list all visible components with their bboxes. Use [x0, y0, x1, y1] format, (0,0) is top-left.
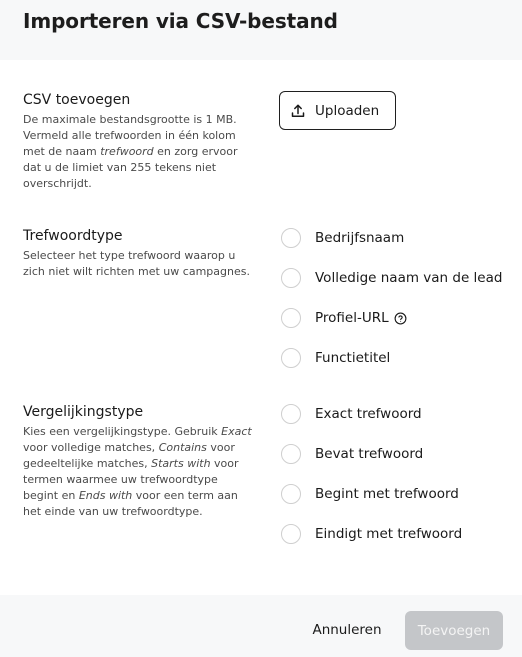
radio-option-profile-url[interactable] — [281, 298, 502, 338]
cancel-button[interactable]: Annuleren — [303, 611, 391, 649]
radio-option-contains[interactable] — [281, 434, 462, 474]
match-type-description — [23, 424, 253, 520]
match-desc-part: Kies een vergelijkingstype. Gebruik — [23, 425, 222, 438]
csv-desc-part: en zorg ervoor dat u de limiet van 255 tekens niet overschrijdt. — [23, 145, 238, 190]
match-desc-part: voor volledige matches, — [23, 441, 159, 454]
radio-option-job-title[interactable] — [281, 338, 502, 378]
keyword-type-radio-group — [281, 218, 502, 378]
radio-option-lead-full-name[interactable] — [281, 258, 502, 298]
dialog-footer — [0, 595, 522, 657]
radio-option-company-name[interactable] — [281, 218, 502, 258]
match-type-radio-group — [281, 394, 462, 554]
csv-desc-part: De maximale bestandsgrootte is 1 MB. Vermeld alle trefwoorden in één kolom met de naam — [23, 113, 237, 158]
dialog-title: Importeren via CSV-bestand — [23, 9, 338, 33]
radio-button[interactable] — [281, 444, 301, 464]
radio-label: Functietitel — [315, 350, 391, 366]
radio-button[interactable] — [281, 268, 301, 288]
radio-button[interactable] — [281, 484, 301, 504]
csv-desc-term: trefwoord — [100, 145, 154, 158]
radio-label: Volledige naam van de lead — [315, 270, 503, 286]
csv-section — [23, 92, 499, 192]
match-desc-part: voor een term aan het einde van uw trefwoordtype. — [23, 489, 238, 518]
radio-option-ends-with[interactable] — [281, 514, 462, 554]
match-desc-term: Contains — [158, 441, 207, 454]
upload-button[interactable] — [279, 91, 396, 130]
radio-label: Profiel-URL — [315, 310, 389, 326]
radio-button[interactable] — [281, 228, 301, 248]
radio-label: Bevat trefwoord — [315, 446, 424, 462]
radio-button[interactable] — [281, 404, 301, 424]
radio-option-starts-with[interactable] — [281, 474, 462, 514]
radio-label: Exact trefwoord — [315, 406, 422, 422]
match-desc-part: voor gedeeltelijke matches, — [23, 441, 235, 470]
radio-button[interactable] — [281, 348, 301, 368]
csv-section-description — [23, 112, 253, 192]
add-button[interactable]: Toevoegen — [405, 611, 503, 650]
csv-section-title: CSV toevoegen — [23, 92, 131, 108]
radio-option-exact[interactable] — [281, 394, 462, 434]
match-desc-term: Starts with — [151, 457, 211, 470]
radio-label: Eindigt met trefwoord — [315, 526, 463, 542]
help-circle-icon[interactable] — [394, 312, 407, 325]
radio-label: Begint met trefwoord — [315, 486, 459, 502]
radio-button[interactable] — [281, 308, 301, 328]
radio-button[interactable] — [281, 524, 301, 544]
keyword-type-title: Trefwoordtype — [23, 228, 123, 244]
upload-icon — [290, 103, 306, 119]
dialog-header — [0, 0, 522, 60]
match-desc-term: Exact — [221, 425, 252, 438]
match-desc-part: voor termen waarmee uw trefwoordtype begint en — [23, 457, 239, 502]
match-type-title: Vergelijkingstype — [23, 404, 144, 420]
match-desc-term: Ends with — [78, 489, 133, 502]
keyword-type-description: Selecteer het type trefwoord waarop u zich niet wilt richten met uw campagnes. — [23, 249, 250, 278]
radio-label: Bedrijfsnaam — [315, 230, 405, 246]
upload-button-label: Uploaden — [315, 102, 380, 119]
